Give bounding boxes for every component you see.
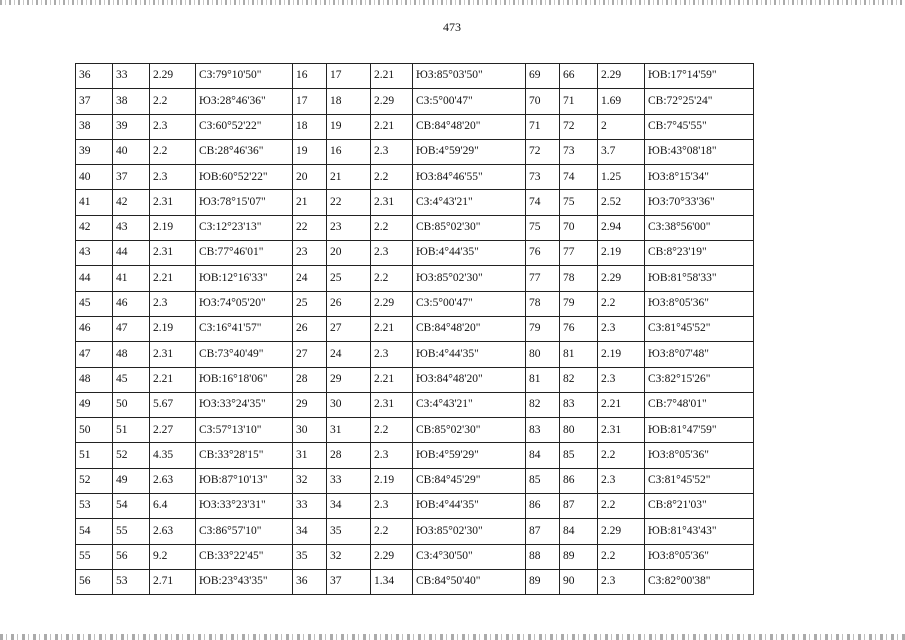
cell-group3-from-point: 84 bbox=[526, 443, 560, 468]
cell-group2-bearing: ЮЗ:85°03'50" bbox=[413, 64, 526, 89]
cell-group1-from-point: 37 bbox=[76, 89, 113, 114]
table-row bbox=[76, 494, 754, 519]
cell-group1-length: 2.31 bbox=[150, 241, 196, 266]
cell-group1-from-point: 43 bbox=[76, 241, 113, 266]
cell-group3-length: 1.25 bbox=[598, 165, 645, 190]
cell-group2-to-point: 16 bbox=[327, 139, 371, 164]
cell-group3-bearing: ЮЗ:8°07'48" bbox=[645, 342, 754, 367]
cell-group1-to-point: 52 bbox=[113, 443, 150, 468]
cell-group2-from-point: 32 bbox=[293, 468, 327, 493]
cell-group2-from-point: 34 bbox=[293, 519, 327, 544]
cell-group2-bearing: СВ:84°48'20" bbox=[413, 114, 526, 139]
cell-group3-bearing: СВ:72°25'24" bbox=[645, 89, 754, 114]
cell-group2-to-point: 31 bbox=[327, 418, 371, 443]
cell-group1-length: 2.21 bbox=[150, 266, 196, 291]
cell-group2-from-point: 24 bbox=[293, 266, 327, 291]
cell-group3-length: 2.94 bbox=[598, 215, 645, 240]
cell-group1-from-point: 40 bbox=[76, 165, 113, 190]
cell-group1-to-point: 44 bbox=[113, 241, 150, 266]
cell-group2-bearing: СЗ:5°00'47" bbox=[413, 89, 526, 114]
cell-group1-bearing: ЮЗ:33°23'31" bbox=[196, 494, 293, 519]
cell-group1-to-point: 38 bbox=[113, 89, 150, 114]
cell-group3-length: 2.3 bbox=[598, 367, 645, 392]
cell-group3-length: 2.3 bbox=[598, 468, 645, 493]
cell-group2-to-point: 20 bbox=[327, 241, 371, 266]
cell-group3-bearing: СЗ:81°45'52" bbox=[645, 468, 754, 493]
cell-group3-from-point: 89 bbox=[526, 569, 560, 594]
table-row bbox=[76, 519, 754, 544]
cell-group3-bearing: ЮВ:81°43'43" bbox=[645, 519, 754, 544]
cell-group1-bearing: СВ:73°40'49" bbox=[196, 342, 293, 367]
cell-group1-bearing: СВ:33°28'15" bbox=[196, 443, 293, 468]
cell-group2-to-point: 28 bbox=[327, 443, 371, 468]
cell-group1-bearing: СВ:28°46'36" bbox=[196, 139, 293, 164]
cell-group1-to-point: 43 bbox=[113, 215, 150, 240]
cell-group2-to-point: 27 bbox=[327, 316, 371, 341]
cell-group2-from-point: 26 bbox=[293, 316, 327, 341]
cell-group3-length: 2.2 bbox=[598, 544, 645, 569]
cell-group3-bearing: ЮВ:17°14'59" bbox=[645, 64, 754, 89]
cell-group1-bearing: СЗ:57°13'10" bbox=[196, 418, 293, 443]
cell-group2-bearing: СВ:85°02'30" bbox=[413, 418, 526, 443]
cell-group1-to-point: 47 bbox=[113, 316, 150, 341]
cell-group1-to-point: 33 bbox=[113, 64, 150, 89]
cell-group3-to-point: 87 bbox=[560, 494, 598, 519]
cell-group3-from-point: 75 bbox=[526, 215, 560, 240]
table-row bbox=[76, 367, 754, 392]
cell-group3-length: 2.31 bbox=[598, 418, 645, 443]
cell-group1-length: 2.71 bbox=[150, 569, 196, 594]
table-row bbox=[76, 544, 754, 569]
cell-group2-length: 2.29 bbox=[371, 291, 413, 316]
cell-group3-bearing: ЮЗ:8°05'36" bbox=[645, 443, 754, 468]
cell-group1-bearing: СЗ:79°10'50" bbox=[196, 64, 293, 89]
cell-group2-length: 2.3 bbox=[371, 342, 413, 367]
page-number: 473 bbox=[443, 20, 461, 34]
cell-group1-from-point: 39 bbox=[76, 139, 113, 164]
cell-group1-length: 4.35 bbox=[150, 443, 196, 468]
scan-edge-top bbox=[0, 0, 905, 5]
cell-group3-bearing: СЗ:81°45'52" bbox=[645, 316, 754, 341]
table-row bbox=[76, 64, 754, 89]
table-row bbox=[76, 342, 754, 367]
cell-group2-from-point: 36 bbox=[293, 569, 327, 594]
cell-group1-to-point: 53 bbox=[113, 569, 150, 594]
cell-group3-length: 2.19 bbox=[598, 342, 645, 367]
table-row bbox=[76, 165, 754, 190]
cell-group2-bearing: ЮВ:4°44'35" bbox=[413, 342, 526, 367]
cell-group3-to-point: 76 bbox=[560, 316, 598, 341]
cell-group1-to-point: 51 bbox=[113, 418, 150, 443]
cell-group2-to-point: 30 bbox=[327, 392, 371, 417]
cell-group1-from-point: 54 bbox=[76, 519, 113, 544]
cell-group2-bearing: СЗ:5°00'47" bbox=[413, 291, 526, 316]
table-row bbox=[76, 392, 754, 417]
cell-group2-from-point: 17 bbox=[293, 89, 327, 114]
table-row bbox=[76, 190, 754, 215]
cell-group3-length: 2.29 bbox=[598, 266, 645, 291]
cell-group3-bearing: СЗ:38°56'00" bbox=[645, 215, 754, 240]
cell-group3-bearing: ЮЗ:70°33'36" bbox=[645, 190, 754, 215]
cell-group1-to-point: 46 bbox=[113, 291, 150, 316]
cell-group3-to-point: 71 bbox=[560, 89, 598, 114]
cell-group2-bearing: ЮЗ:85°02'30" bbox=[413, 266, 526, 291]
cell-group3-to-point: 75 bbox=[560, 190, 598, 215]
cell-group2-from-point: 27 bbox=[293, 342, 327, 367]
cell-group2-to-point: 22 bbox=[327, 190, 371, 215]
cell-group3-from-point: 69 bbox=[526, 64, 560, 89]
cell-group2-length: 2.3 bbox=[371, 139, 413, 164]
table-row bbox=[76, 215, 754, 240]
cell-group3-bearing: ЮЗ:8°05'36" bbox=[645, 291, 754, 316]
cell-group3-bearing: ЮВ:43°08'18" bbox=[645, 139, 754, 164]
cell-group3-length: 2.3 bbox=[598, 569, 645, 594]
cell-group2-from-point: 21 bbox=[293, 190, 327, 215]
cell-group2-from-point: 31 bbox=[293, 443, 327, 468]
cell-group2-bearing: ЮВ:4°44'35" bbox=[413, 494, 526, 519]
cell-group1-to-point: 55 bbox=[113, 519, 150, 544]
cell-group3-to-point: 83 bbox=[560, 392, 598, 417]
cell-group3-to-point: 80 bbox=[560, 418, 598, 443]
cell-group3-to-point: 81 bbox=[560, 342, 598, 367]
cell-group2-bearing: ЮВ:4°44'35" bbox=[413, 241, 526, 266]
cell-group2-length: 2.3 bbox=[371, 443, 413, 468]
cell-group1-length: 2.31 bbox=[150, 342, 196, 367]
cell-group1-bearing: ЮВ:16°18'06" bbox=[196, 367, 293, 392]
cell-group3-to-point: 66 bbox=[560, 64, 598, 89]
cell-group1-length: 9.2 bbox=[150, 544, 196, 569]
cell-group1-to-point: 39 bbox=[113, 114, 150, 139]
cell-group1-length: 2.2 bbox=[150, 139, 196, 164]
cell-group3-from-point: 79 bbox=[526, 316, 560, 341]
cell-group2-from-point: 16 bbox=[293, 64, 327, 89]
cell-group2-length: 2.29 bbox=[371, 89, 413, 114]
table-row bbox=[76, 316, 754, 341]
cell-group3-to-point: 85 bbox=[560, 443, 598, 468]
cell-group3-length: 2 bbox=[598, 114, 645, 139]
cell-group3-bearing: СВ:8°23'19" bbox=[645, 241, 754, 266]
cell-group2-bearing: СЗ:4°43'21" bbox=[413, 190, 526, 215]
cell-group2-length: 2.2 bbox=[371, 519, 413, 544]
cell-group3-length: 2.52 bbox=[598, 190, 645, 215]
cell-group2-bearing: ЮЗ:84°48'20" bbox=[413, 367, 526, 392]
cell-group2-bearing: ЮВ:4°59'29" bbox=[413, 443, 526, 468]
cell-group2-length: 2.2 bbox=[371, 266, 413, 291]
cell-group2-from-point: 19 bbox=[293, 139, 327, 164]
cell-group2-bearing: СВ:84°48'20" bbox=[413, 316, 526, 341]
cell-group1-from-point: 45 bbox=[76, 291, 113, 316]
cell-group1-from-point: 44 bbox=[76, 266, 113, 291]
cell-group3-bearing: ЮВ:81°58'33" bbox=[645, 266, 754, 291]
cell-group2-bearing: СВ:85°02'30" bbox=[413, 215, 526, 240]
cell-group2-length: 2.21 bbox=[371, 367, 413, 392]
scan-edge-bottom bbox=[0, 634, 905, 640]
cell-group3-length: 2.29 bbox=[598, 519, 645, 544]
cell-group3-to-point: 74 bbox=[560, 165, 598, 190]
cell-group1-to-point: 49 bbox=[113, 468, 150, 493]
cell-group2-from-point: 20 bbox=[293, 165, 327, 190]
cell-group1-bearing: ЮВ:12°16'33" bbox=[196, 266, 293, 291]
cell-group2-to-point: 25 bbox=[327, 266, 371, 291]
cell-group3-to-point: 70 bbox=[560, 215, 598, 240]
cell-group2-to-point: 35 bbox=[327, 519, 371, 544]
table-row bbox=[76, 114, 754, 139]
cell-group1-from-point: 55 bbox=[76, 544, 113, 569]
table-row bbox=[76, 266, 754, 291]
cell-group2-bearing: ЮВ:4°59'29" bbox=[413, 139, 526, 164]
cell-group1-length: 2.29 bbox=[150, 64, 196, 89]
cell-group3-from-point: 88 bbox=[526, 544, 560, 569]
cell-group3-to-point: 90 bbox=[560, 569, 598, 594]
cell-group3-from-point: 76 bbox=[526, 241, 560, 266]
cell-group1-length: 2.3 bbox=[150, 114, 196, 139]
cell-group2-to-point: 34 bbox=[327, 494, 371, 519]
cell-group3-length: 1.69 bbox=[598, 89, 645, 114]
table-row bbox=[76, 89, 754, 114]
cell-group2-from-point: 22 bbox=[293, 215, 327, 240]
table-row bbox=[76, 468, 754, 493]
cell-group3-from-point: 78 bbox=[526, 291, 560, 316]
cell-group3-from-point: 72 bbox=[526, 139, 560, 164]
cell-group3-from-point: 73 bbox=[526, 165, 560, 190]
table-body bbox=[76, 64, 754, 595]
cell-group3-to-point: 78 bbox=[560, 266, 598, 291]
cell-group2-to-point: 23 bbox=[327, 215, 371, 240]
cell-group2-bearing: СВ:84°45'29" bbox=[413, 468, 526, 493]
cell-group2-length: 2.29 bbox=[371, 544, 413, 569]
cell-group1-bearing: СЗ:86°57'10" bbox=[196, 519, 293, 544]
cell-group1-length: 2.27 bbox=[150, 418, 196, 443]
cell-group3-from-point: 77 bbox=[526, 266, 560, 291]
cell-group1-bearing: ЮЗ:28°46'36" bbox=[196, 89, 293, 114]
table-row bbox=[76, 291, 754, 316]
cell-group3-to-point: 72 bbox=[560, 114, 598, 139]
cell-group3-length: 2.21 bbox=[598, 392, 645, 417]
cell-group2-from-point: 30 bbox=[293, 418, 327, 443]
cell-group2-from-point: 18 bbox=[293, 114, 327, 139]
cell-group1-length: 2.19 bbox=[150, 215, 196, 240]
cell-group3-from-point: 71 bbox=[526, 114, 560, 139]
cell-group2-length: 2.21 bbox=[371, 64, 413, 89]
cell-group3-bearing: ЮЗ:8°05'36" bbox=[645, 544, 754, 569]
cell-group3-from-point: 85 bbox=[526, 468, 560, 493]
cell-group1-from-point: 47 bbox=[76, 342, 113, 367]
table-row bbox=[76, 139, 754, 164]
cell-group3-to-point: 89 bbox=[560, 544, 598, 569]
cell-group1-bearing: ЮВ:23°43'35" bbox=[196, 569, 293, 594]
cell-group3-length: 2.2 bbox=[598, 494, 645, 519]
cell-group1-from-point: 48 bbox=[76, 367, 113, 392]
cell-group2-from-point: 29 bbox=[293, 392, 327, 417]
cell-group1-from-point: 36 bbox=[76, 64, 113, 89]
cell-group1-from-point: 38 bbox=[76, 114, 113, 139]
cell-group2-to-point: 32 bbox=[327, 544, 371, 569]
cell-group1-length: 6.4 bbox=[150, 494, 196, 519]
cell-group2-to-point: 29 bbox=[327, 367, 371, 392]
cell-group1-bearing: ЮЗ:74°05'20" bbox=[196, 291, 293, 316]
cell-group2-from-point: 25 bbox=[293, 291, 327, 316]
cell-group1-to-point: 54 bbox=[113, 494, 150, 519]
cell-group2-length: 2.31 bbox=[371, 392, 413, 417]
cell-group1-to-point: 40 bbox=[113, 139, 150, 164]
cell-group2-length: 2.2 bbox=[371, 165, 413, 190]
cell-group1-from-point: 51 bbox=[76, 443, 113, 468]
cell-group1-to-point: 41 bbox=[113, 266, 150, 291]
cell-group3-from-point: 81 bbox=[526, 367, 560, 392]
cell-group1-length: 2.63 bbox=[150, 519, 196, 544]
cell-group1-bearing: СЗ:12°23'13" bbox=[196, 215, 293, 240]
cell-group2-bearing: ЮЗ:84°46'55" bbox=[413, 165, 526, 190]
cell-group1-bearing: ЮВ:87°10'13" bbox=[196, 468, 293, 493]
cell-group2-from-point: 35 bbox=[293, 544, 327, 569]
cell-group3-to-point: 84 bbox=[560, 519, 598, 544]
cell-group1-from-point: 52 bbox=[76, 468, 113, 493]
cell-group3-bearing: СЗ:82°00'38" bbox=[645, 569, 754, 594]
cell-group3-length: 2.29 bbox=[598, 64, 645, 89]
cell-group1-to-point: 48 bbox=[113, 342, 150, 367]
cell-group3-to-point: 73 bbox=[560, 139, 598, 164]
table-row bbox=[76, 241, 754, 266]
cell-group1-bearing: СЗ:16°41'57" bbox=[196, 316, 293, 341]
cell-group1-bearing: ЮЗ:78°15'07" bbox=[196, 190, 293, 215]
cell-group2-length: 2.19 bbox=[371, 468, 413, 493]
cell-group3-bearing: СЗ:82°15'26" bbox=[645, 367, 754, 392]
cell-group3-from-point: 87 bbox=[526, 519, 560, 544]
cell-group3-from-point: 82 bbox=[526, 392, 560, 417]
cell-group1-to-point: 50 bbox=[113, 392, 150, 417]
cell-group1-length: 2.3 bbox=[150, 291, 196, 316]
cell-group2-to-point: 26 bbox=[327, 291, 371, 316]
cell-group1-length: 2.21 bbox=[150, 367, 196, 392]
cell-group2-length: 2.21 bbox=[371, 114, 413, 139]
cell-group3-bearing: СВ:7°45'55" bbox=[645, 114, 754, 139]
cell-group2-length: 2.3 bbox=[371, 494, 413, 519]
cell-group2-length: 2.3 bbox=[371, 241, 413, 266]
cell-group1-from-point: 50 bbox=[76, 418, 113, 443]
cell-group1-length: 2.3 bbox=[150, 165, 196, 190]
cell-group1-bearing: ЮЗ:33°24'35" bbox=[196, 392, 293, 417]
cell-group1-bearing: СЗ:60°52'22" bbox=[196, 114, 293, 139]
cell-group3-bearing: ЮВ:81°47'59" bbox=[645, 418, 754, 443]
cell-group1-bearing: ЮВ:60°52'22" bbox=[196, 165, 293, 190]
cell-group1-from-point: 56 bbox=[76, 569, 113, 594]
cell-group1-length: 2.31 bbox=[150, 190, 196, 215]
cell-group1-from-point: 53 bbox=[76, 494, 113, 519]
cell-group1-to-point: 37 bbox=[113, 165, 150, 190]
cell-group2-bearing: ЮЗ:85°02'30" bbox=[413, 519, 526, 544]
cell-group3-from-point: 80 bbox=[526, 342, 560, 367]
cell-group2-to-point: 24 bbox=[327, 342, 371, 367]
cell-group3-to-point: 79 bbox=[560, 291, 598, 316]
cell-group3-to-point: 82 bbox=[560, 367, 598, 392]
cell-group2-length: 2.31 bbox=[371, 190, 413, 215]
coordinates-table bbox=[75, 63, 754, 595]
cell-group1-to-point: 56 bbox=[113, 544, 150, 569]
cell-group1-length: 5.67 bbox=[150, 392, 196, 417]
cell-group1-to-point: 45 bbox=[113, 367, 150, 392]
cell-group2-to-point: 21 bbox=[327, 165, 371, 190]
cell-group1-from-point: 46 bbox=[76, 316, 113, 341]
cell-group3-bearing: ЮЗ:8°15'34" bbox=[645, 165, 754, 190]
cell-group2-to-point: 17 bbox=[327, 64, 371, 89]
cell-group1-to-point: 42 bbox=[113, 190, 150, 215]
cell-group1-from-point: 49 bbox=[76, 392, 113, 417]
cell-group3-from-point: 83 bbox=[526, 418, 560, 443]
cell-group2-length: 1.34 bbox=[371, 569, 413, 594]
table-row bbox=[76, 418, 754, 443]
cell-group1-length: 2.19 bbox=[150, 316, 196, 341]
cell-group2-length: 2.21 bbox=[371, 316, 413, 341]
cell-group3-to-point: 77 bbox=[560, 241, 598, 266]
cell-group3-length: 3.7 bbox=[598, 139, 645, 164]
cell-group3-length: 2.3 bbox=[598, 316, 645, 341]
cell-group2-from-point: 33 bbox=[293, 494, 327, 519]
cell-group1-bearing: СВ:33°22'45" bbox=[196, 544, 293, 569]
cell-group3-length: 2.19 bbox=[598, 241, 645, 266]
cell-group3-bearing: СВ:7°48'01" bbox=[645, 392, 754, 417]
cell-group3-from-point: 74 bbox=[526, 190, 560, 215]
cell-group2-from-point: 23 bbox=[293, 241, 327, 266]
cell-group3-from-point: 86 bbox=[526, 494, 560, 519]
cell-group2-bearing: СЗ:4°43'21" bbox=[413, 392, 526, 417]
cell-group2-to-point: 37 bbox=[327, 569, 371, 594]
cell-group2-bearing: СВ:84°50'40" bbox=[413, 569, 526, 594]
cell-group2-to-point: 33 bbox=[327, 468, 371, 493]
cell-group1-bearing: СВ:77°46'01" bbox=[196, 241, 293, 266]
table-row bbox=[76, 443, 754, 468]
cell-group1-length: 2.2 bbox=[150, 89, 196, 114]
cell-group3-to-point: 86 bbox=[560, 468, 598, 493]
cell-group3-length: 2.2 bbox=[598, 443, 645, 468]
cell-group3-bearing: СВ:8°21'03" bbox=[645, 494, 754, 519]
cell-group2-to-point: 18 bbox=[327, 89, 371, 114]
cell-group2-length: 2.2 bbox=[371, 418, 413, 443]
cell-group2-length: 2.2 bbox=[371, 215, 413, 240]
cell-group2-from-point: 28 bbox=[293, 367, 327, 392]
cell-group2-to-point: 19 bbox=[327, 114, 371, 139]
cell-group1-from-point: 42 bbox=[76, 215, 113, 240]
cell-group2-bearing: СЗ:4°30'50" bbox=[413, 544, 526, 569]
cell-group1-length: 2.63 bbox=[150, 468, 196, 493]
cell-group3-from-point: 70 bbox=[526, 89, 560, 114]
table-row bbox=[76, 569, 754, 594]
cell-group1-from-point: 41 bbox=[76, 190, 113, 215]
cell-group3-length: 2.2 bbox=[598, 291, 645, 316]
